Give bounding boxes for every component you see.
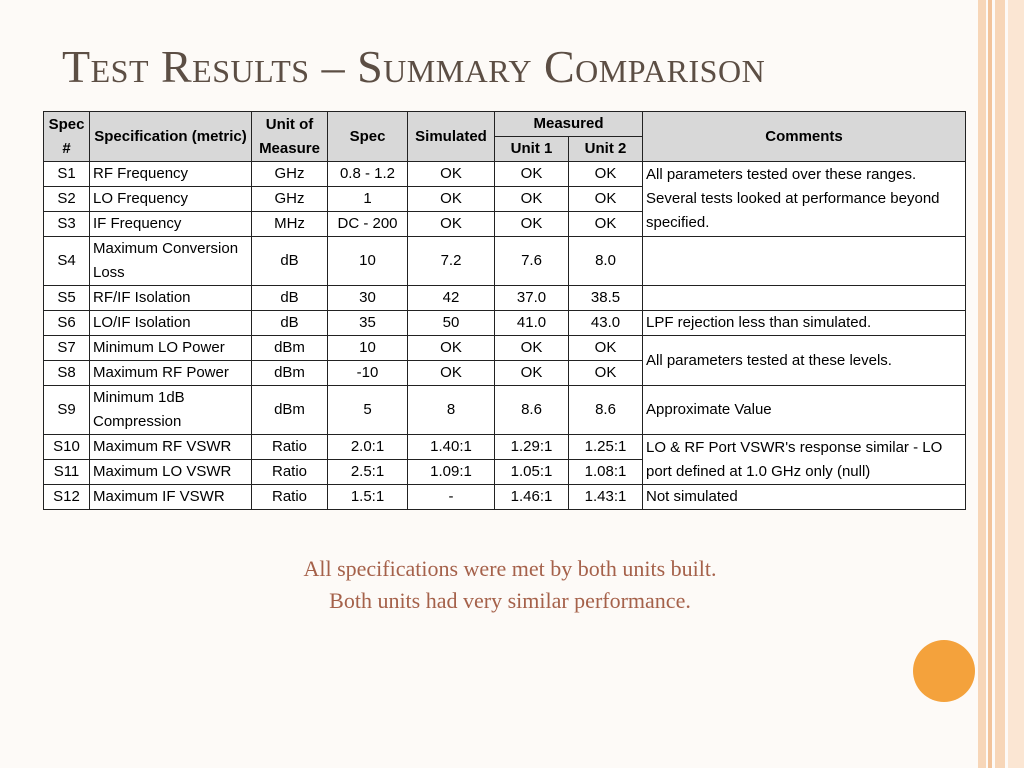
header-comments: Comments [643, 112, 966, 162]
cell-comment [643, 286, 966, 311]
cell-unit1: 8.6 [495, 386, 569, 435]
cell-spec-value: 5 [328, 386, 408, 435]
decor-stripe [995, 0, 1005, 768]
cell-unit: Ratio [252, 460, 328, 485]
header-unit: Unit of Measure [252, 112, 328, 162]
cell-unit2: 1.08:1 [569, 460, 643, 485]
cell-unit2: OK [569, 162, 643, 187]
cell-spec-value: -10 [328, 361, 408, 386]
header-spec-num: Spec # [44, 112, 90, 162]
cell-unit2: OK [569, 212, 643, 237]
decor-stripe [1008, 0, 1024, 768]
cell-spec-name: Maximum LO VSWR [90, 460, 252, 485]
cell-simulated: OK [408, 187, 495, 212]
cell-spec-value: 2.0:1 [328, 435, 408, 460]
cell-spec-id: S4 [44, 237, 90, 286]
cell-spec-name: RF/IF Isolation [90, 286, 252, 311]
cell-simulated: OK [408, 212, 495, 237]
cell-simulated: - [408, 485, 495, 510]
summary-line: Both units had very similar performance. [329, 588, 691, 613]
cell-spec-name: IF Frequency [90, 212, 252, 237]
header-measured: Measured [495, 112, 643, 137]
cell-unit1: OK [495, 361, 569, 386]
cell-unit2: 43.0 [569, 311, 643, 336]
cell-unit: GHz [252, 187, 328, 212]
cell-simulated: OK [408, 336, 495, 361]
cell-spec-name: Maximum IF VSWR [90, 485, 252, 510]
table-row [44, 162, 966, 187]
cell-spec-id: S8 [44, 361, 90, 386]
cell-spec-name: Maximum RF VSWR [90, 435, 252, 460]
cell-comment [643, 237, 966, 286]
cell-spec-value: 2.5:1 [328, 460, 408, 485]
cell-unit: dBm [252, 386, 328, 435]
cell-comment: LPF rejection less than simulated. [643, 311, 966, 336]
cell-spec-value: DC - 200 [328, 212, 408, 237]
cell-unit2: OK [569, 336, 643, 361]
cell-simulated: OK [408, 361, 495, 386]
cell-simulated: 1.09:1 [408, 460, 495, 485]
cell-spec-name: Maximum Conversion Loss [90, 237, 252, 286]
cell-spec-id: S11 [44, 460, 90, 485]
header-specification: Specification (metric) [90, 112, 252, 162]
cell-unit: dBm [252, 361, 328, 386]
cell-spec-id: S9 [44, 386, 90, 435]
table-row [44, 286, 966, 311]
cell-spec-id: S2 [44, 187, 90, 212]
header-unit1: Unit 1 [495, 137, 569, 162]
header-simulated: Simulated [408, 112, 495, 162]
cell-spec-value: 0.8 - 1.2 [328, 162, 408, 187]
cell-spec-value: 10 [328, 336, 408, 361]
decor-stripe [988, 0, 992, 768]
decor-circle [913, 640, 975, 702]
cell-simulated: OK [408, 162, 495, 187]
cell-spec-name: Minimum 1dB Compression [90, 386, 252, 435]
cell-comment: LO & RF Port VSWR's response similar - LO port defined at 1.0 GHz only (null) [643, 435, 966, 485]
cell-simulated: 7.2 [408, 237, 495, 286]
cell-comment: All parameters tested at these levels. [643, 336, 966, 386]
cell-unit1: OK [495, 187, 569, 212]
cell-unit: Ratio [252, 435, 328, 460]
cell-unit2: OK [569, 361, 643, 386]
cell-spec-id: S7 [44, 336, 90, 361]
cell-unit2: 8.0 [569, 237, 643, 286]
cell-spec-value: 1 [328, 187, 408, 212]
table-row [44, 311, 966, 336]
cell-unit1: 41.0 [495, 311, 569, 336]
cell-spec-value: 35 [328, 311, 408, 336]
cell-simulated: 1.40:1 [408, 435, 495, 460]
cell-unit2: 1.43:1 [569, 485, 643, 510]
table-row [44, 336, 966, 361]
cell-spec-id: S5 [44, 286, 90, 311]
cell-unit1: OK [495, 212, 569, 237]
table-row [44, 237, 966, 286]
cell-spec-name: Minimum LO Power [90, 336, 252, 361]
cell-simulated: 8 [408, 386, 495, 435]
cell-unit1: 37.0 [495, 286, 569, 311]
cell-unit2: 1.25:1 [569, 435, 643, 460]
cell-unit: dB [252, 237, 328, 286]
header-unit2: Unit 2 [569, 137, 643, 162]
cell-comment: All parameters tested over these ranges. Several tests looked at performance beyond specified. [643, 162, 966, 237]
cell-spec-id: S3 [44, 212, 90, 237]
cell-unit1: OK [495, 162, 569, 187]
slide-title: Test Results – Summary Comparison [62, 41, 766, 92]
results-table [43, 111, 966, 510]
cell-spec-value: 1.5:1 [328, 485, 408, 510]
cell-unit1: OK [495, 336, 569, 361]
cell-unit1: 1.46:1 [495, 485, 569, 510]
summary-line: All specifications were met by both units built. [303, 556, 717, 581]
table-row [44, 435, 966, 460]
table-row [44, 485, 966, 510]
cell-unit: Ratio [252, 485, 328, 510]
cell-unit: dB [252, 286, 328, 311]
cell-unit2: 38.5 [569, 286, 643, 311]
table-row [44, 386, 966, 435]
cell-spec-name: Maximum RF Power [90, 361, 252, 386]
cell-unit: GHz [252, 162, 328, 187]
cell-comment: Not simulated [643, 485, 966, 510]
cell-simulated: 50 [408, 311, 495, 336]
cell-spec-value: 30 [328, 286, 408, 311]
header-spec: Spec [328, 112, 408, 162]
cell-unit: dB [252, 311, 328, 336]
cell-spec-id: S12 [44, 485, 90, 510]
cell-spec-id: S6 [44, 311, 90, 336]
cell-spec-name: LO Frequency [90, 187, 252, 212]
cell-spec-name: LO/IF Isolation [90, 311, 252, 336]
cell-spec-name: RF Frequency [90, 162, 252, 187]
cell-simulated: 42 [408, 286, 495, 311]
cell-unit2: 8.6 [569, 386, 643, 435]
cell-unit: dBm [252, 336, 328, 361]
cell-spec-id: S10 [44, 435, 90, 460]
cell-unit1: 1.05:1 [495, 460, 569, 485]
cell-unit2: OK [569, 187, 643, 212]
cell-spec-id: S1 [44, 162, 90, 187]
cell-spec-value: 10 [328, 237, 408, 286]
cell-unit1: 1.29:1 [495, 435, 569, 460]
cell-unit1: 7.6 [495, 237, 569, 286]
decor-stripe [978, 0, 986, 768]
cell-comment: Approximate Value [643, 386, 966, 435]
cell-unit: MHz [252, 212, 328, 237]
